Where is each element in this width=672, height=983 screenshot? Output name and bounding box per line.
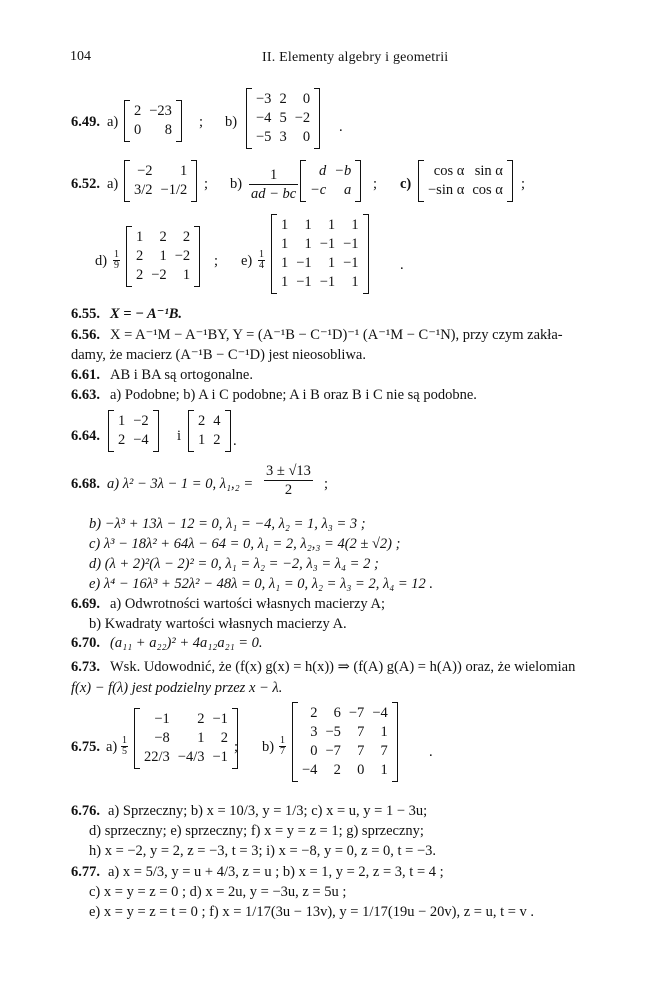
matrix-cell: 0 [310, 743, 318, 759]
coefficient: $\frac{1}{9}$ [114, 249, 119, 271]
answer-text: X = − A⁻¹B. [110, 306, 183, 322]
matrix-cell: 2 [220, 730, 228, 746]
matrix-cell: −4 [133, 432, 149, 448]
matrix-cell: 5 [279, 110, 287, 126]
matrix-cell: 3 [310, 724, 318, 740]
matrix-cell: 2 [310, 705, 318, 721]
matrix-cell: 7 [357, 743, 365, 759]
answer-text: Wsk. Udowodnić, że (f(x) g(x) = h(x)) ⇒ (f(A) g(A) = h(A)) oraz, że wielomian [110, 659, 576, 675]
ex-number: 6.61. [71, 367, 100, 383]
ex-number: 6.76. [71, 803, 100, 819]
answer-text: a) x = 5/3, y = u + 4/3, z = u ; b) x = 1, y = 2, z = 3, t = 4 ; [108, 864, 444, 880]
matrix-675a [134, 708, 238, 769]
matrix-652c [418, 160, 513, 202]
answer-text: a) Podobne; b) A i C podobne; A i B oraz B i C nie są podobne. [110, 387, 477, 403]
matrix-cell: −1 [319, 236, 336, 252]
answer-text: AB i BA są ortogonalne. [110, 367, 253, 383]
matrix-cell: −3 [256, 91, 272, 107]
matrix-cell: 0 [302, 129, 311, 145]
matrix-cell: 2 [159, 229, 167, 245]
matrix-cell: −5 [325, 724, 341, 740]
matrix-cell: −1/2 [160, 182, 188, 198]
matrix-cell: 1 [281, 274, 289, 290]
ex-number: 6.75. [71, 739, 100, 755]
matrix-675b [292, 702, 398, 782]
matrix-cell: 2 [197, 711, 205, 727]
ex-number: 6.56. [71, 327, 100, 343]
matrix-cell: −2 [137, 163, 153, 179]
matrix-cell: −1 [343, 255, 359, 271]
matrix-cell: −8 [154, 730, 170, 746]
answer-text: e) x = y = z = t = 0 ; f) x = 1/17(3u − 13v), y = 1/17(19u − 20v), z = u, t = v . [89, 904, 535, 920]
answer-text: c) x = y = z = 0 ; d) x = 2u, y = −3u, z = 5u ; [89, 884, 347, 900]
matrix-cell: 1 [304, 217, 312, 233]
matrix-cell: 1 [351, 217, 359, 233]
connector: i [177, 428, 182, 444]
matrix-cell: 2 [182, 229, 191, 245]
answer-text: a) Odwrotności wartości własnych macierzy A; [110, 596, 386, 612]
matrix-cell: −b [334, 163, 352, 179]
matrix-cell: 1 [351, 274, 359, 290]
matrix-cell: 1 [327, 217, 336, 233]
matrix-cell: 3 [279, 129, 287, 145]
matrix-652e [271, 214, 369, 294]
page-number: 104 [70, 49, 91, 64]
matrix-cell: −c [310, 182, 327, 198]
matrix-cell: −2 [133, 413, 149, 429]
matrix-cell: 6 [333, 705, 341, 721]
matrix-cell: −1 [296, 274, 312, 290]
ex-number: 6.55. [71, 306, 100, 322]
matrix-cell: 2 [136, 267, 144, 283]
answer-text: a) Sprzeczny; b) x = 10/3, y = 1/3; c) x = u, y = 1 − 3u; [108, 803, 428, 819]
matrix-cell: 1 [281, 236, 289, 252]
ex-number: 6.77. [71, 864, 100, 880]
matrix-cell: 7 [380, 743, 388, 759]
matrix-cell: 1 [281, 217, 289, 233]
matrix-cell: 8 [164, 122, 172, 138]
matrix-cell: −1 [154, 711, 170, 727]
matrix-cell: 1 [198, 432, 206, 448]
part-label: c) [400, 176, 412, 192]
matrix-cell: 2 [136, 248, 144, 264]
matrix-cell: −23 [149, 103, 172, 119]
matrix-cell: −sin α [428, 182, 465, 198]
matrix-cell: −1 [212, 711, 228, 727]
matrix-cell: −2 [174, 248, 191, 264]
matrix-cell: 1 [180, 163, 188, 179]
part-label: a) [107, 176, 119, 192]
matrix-cell: −1 [343, 236, 359, 252]
matrix-cell: 4 [213, 413, 221, 429]
running-title: II. Elementy algebry i geometrii [262, 50, 449, 65]
part-label: b) [262, 739, 275, 755]
part-label: b) [230, 176, 243, 192]
matrix-649b [246, 88, 320, 149]
matrix-cell: −5 [256, 129, 272, 145]
matrix-652b [300, 160, 361, 202]
answer-text: h) x = −2, y = 2, z = −3, t = 3; i) x = −8, y = 0, z = 0, t = −3. [89, 843, 437, 859]
answer-text: c) λ³ − 18λ² + 64λ − 64 = 0, λ₁ = 2, λ₂,₃ = 4(2 ± √2) ; [89, 536, 401, 552]
part-label: b) [225, 114, 238, 130]
part-label: a) [106, 739, 118, 755]
matrix-652d [126, 226, 200, 287]
matrix-cell: 22/3 [144, 749, 170, 765]
matrix-cell: cos α [472, 182, 503, 198]
matrix-cell: cos α [433, 163, 465, 179]
matrix-cell: −4/3 [177, 749, 205, 765]
ex-number: 6.69. [71, 596, 100, 612]
matrix-cell: 2 [279, 91, 287, 107]
matrix-cell: 7 [357, 724, 365, 740]
matrix-664b [188, 410, 231, 452]
matrix-cell: −7 [325, 743, 341, 759]
matrix-cell: 3/2 [134, 182, 153, 198]
answer-text: e) λ⁴ − 16λ³ + 52λ² − 48λ = 0, λ₁ = 0, λ₂ = λ₃ = 2, λ₄ = 12 . [89, 576, 434, 592]
matrix-cell: −4 [302, 762, 318, 778]
matrix-cell: 1 [380, 724, 388, 740]
matrix-cell: 0 [357, 762, 365, 778]
ex-number: 6.52. [71, 176, 100, 192]
ex-number: 6.49. [71, 114, 100, 130]
matrix-652a [124, 160, 197, 202]
matrix-cell: 1 [380, 762, 388, 778]
answer-text: a) λ² − 3λ − 1 = 0, λ₁,₂ = [107, 476, 254, 492]
matrix-cell: 2 [333, 762, 341, 778]
fraction-numerator: 3 ± √13 [266, 463, 311, 479]
matrix-cell: a [344, 182, 352, 198]
matrix-cell: −7 [348, 705, 365, 721]
matrix-cell: 1 [136, 229, 144, 245]
coefficient: $\frac{1}{4}$ [259, 249, 264, 271]
matrix-cell: 0 [302, 91, 311, 107]
ex-number: 6.68. [71, 476, 100, 492]
matrix-cell: −1 [212, 749, 228, 765]
answer-text: (a₁₁ + a₂₂)² + 4a₁₂a₂₁ = 0. [110, 635, 263, 651]
fraction-denominator: ad − bc [251, 186, 297, 202]
answer-text: damy, że macierz (A⁻¹B − C⁻¹D) jest nieosobliwa. [71, 347, 366, 363]
fraction-denominator: 2 [284, 482, 293, 498]
answer-text: X = A⁻¹M − A⁻¹BY, Y = (A⁻¹B − C⁻¹D)⁻¹ (A⁻¹M − C⁻¹N), przy czym zakła- [110, 327, 563, 343]
answer-text: b) Kwadraty wartości własnych macierzy A. [89, 616, 347, 632]
matrix-cell: 2 [198, 413, 206, 429]
matrix-cell: −4 [372, 705, 388, 721]
matrix-cell: −2 [294, 110, 311, 126]
matrix-cell: 1 [118, 413, 126, 429]
matrix-cell: 1 [182, 267, 191, 283]
part-label: e) [241, 253, 253, 269]
answer-text: d) (λ + 2)²(λ − 2)² = 0, λ₁ = λ₂ = −2, λ₃ = λ₄ = 2 ; [89, 556, 379, 572]
matrix-cell: 1 [197, 730, 205, 746]
matrix-cell: sin α [474, 163, 503, 179]
part-label: d) [95, 253, 108, 269]
fraction-numerator: 1 [249, 166, 298, 185]
matrix-cell: 2 [134, 103, 142, 119]
ex-number: 6.70. [71, 635, 100, 651]
matrix-cell: −1 [296, 255, 312, 271]
matrix-cell: 1 [327, 255, 336, 271]
matrix-cell: 0 [134, 122, 142, 138]
coefficient: $\frac{1}{5}$ [122, 735, 127, 757]
matrix-cell: −2 [151, 267, 167, 283]
ex-number: 6.63. [71, 387, 100, 403]
matrix-649a [124, 100, 182, 142]
matrix-cell: 2 [213, 432, 221, 448]
coefficient: $\frac{1}{7}$ [280, 735, 285, 757]
matrix-cell: −4 [256, 110, 272, 126]
answer-text: f(x) − f(λ) jest podzielny przez x − λ. [71, 680, 283, 696]
matrix-cell: 1 [304, 236, 312, 252]
matrix-cell: d [318, 163, 327, 179]
matrix-cell: −1 [319, 274, 336, 290]
answer-text: d) sprzeczny; e) sprzeczny; f) x = y = z = 1; g) sprzeczny; [89, 823, 424, 839]
ex-number: 6.73. [71, 659, 100, 675]
matrix-cell: 2 [118, 432, 126, 448]
matrix-cell: 1 [159, 248, 167, 264]
matrix-664a [108, 410, 159, 452]
part-label: a) [107, 114, 119, 130]
ex-number: 6.64. [71, 428, 100, 444]
answer-text: b) −λ³ + 13λ − 12 = 0, λ₁ = −4, λ₂ = 1, λ₃ = 3 ; [89, 516, 366, 532]
matrix-cell: 1 [281, 255, 289, 271]
